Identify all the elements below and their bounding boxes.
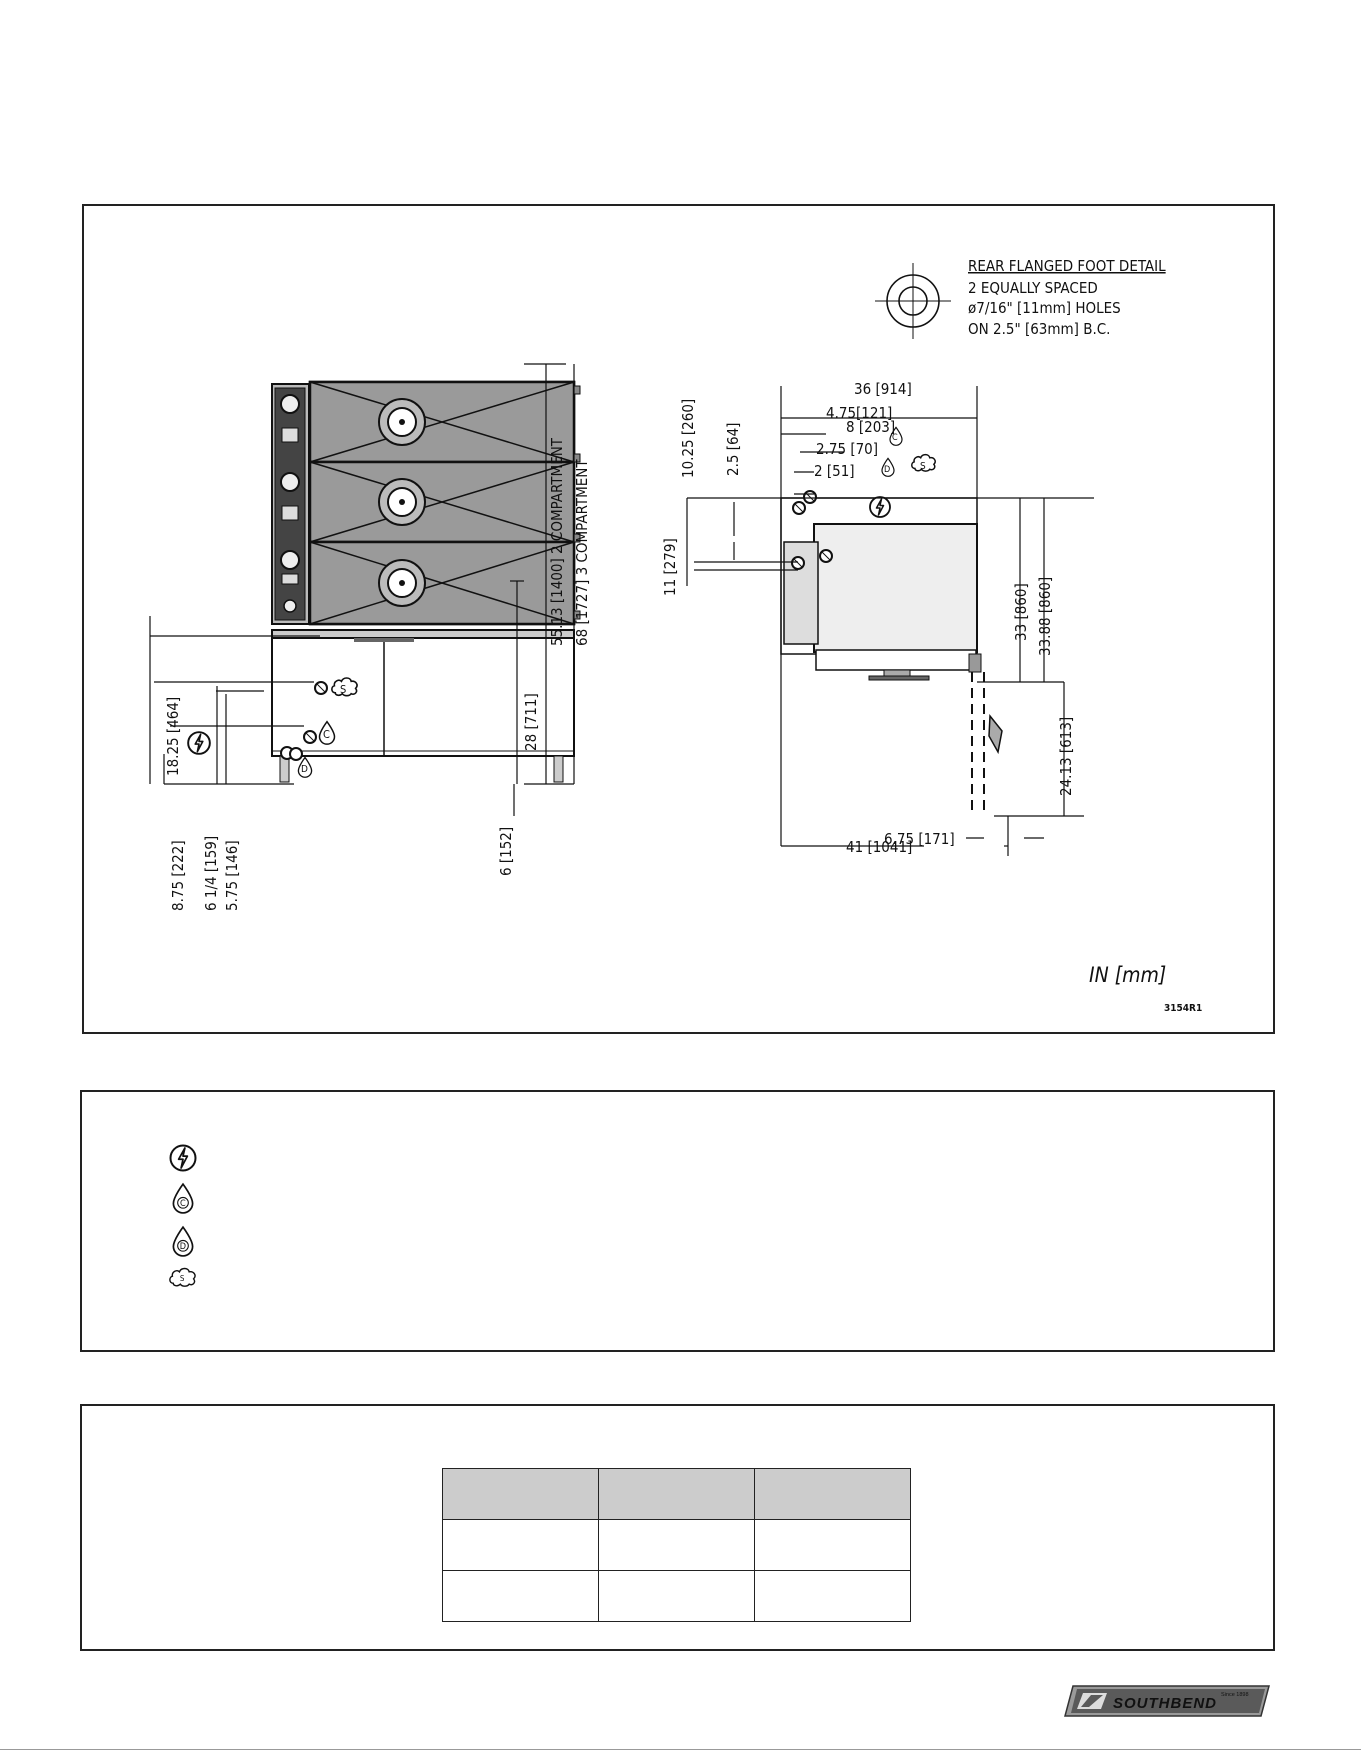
table-cell: [443, 1571, 599, 1622]
table-header-row: [443, 1469, 911, 1520]
table-header-cell: [599, 1469, 755, 1520]
dim-cold-water-offset: 4.75[121]: [826, 404, 893, 422]
dim-24-13: 24.13 [613]: [1057, 716, 1075, 796]
dim-drain-height: 5.75 [146]: [223, 840, 241, 911]
dim-height-2-comp: 55.13 [1400] 2 COMPARTMENT: [548, 437, 566, 646]
foot-detail: [875, 263, 951, 339]
front-steam-letter: S: [340, 683, 347, 696]
steam-icon: [168, 1262, 198, 1294]
legend-drain-letter: D: [179, 1242, 187, 1252]
dim-33: 33 [860]: [1012, 583, 1030, 641]
table-header-cell: [443, 1469, 599, 1520]
dim-11: 11 [279]: [661, 538, 679, 596]
table-cell: [599, 1571, 755, 1622]
drawing-number: 3154R1: [1164, 1003, 1203, 1014]
dim-width: 36 [914]: [854, 380, 912, 398]
drawing-panel: [82, 204, 1275, 1034]
electric-icon: [168, 1142, 198, 1174]
foot-detail-title: REAR FLANGED FOOT DETAIL: [968, 257, 1166, 275]
dim-elec-offset: 2 [51]: [814, 462, 855, 480]
southbend-logo: [1063, 1684, 1271, 1718]
table-cell: [755, 1571, 911, 1622]
spec-table: [442, 1468, 911, 1622]
logo-tagline: Since 1898: [1221, 1692, 1249, 1698]
foot-detail-line1: 2 EQUALLY SPACED: [968, 279, 1098, 297]
dim-height-3-comp: 68 [1727] 3 COMPARTMENT: [573, 459, 591, 646]
cold-water-icon: [168, 1182, 198, 1214]
table-header-cell: [755, 1469, 911, 1520]
dim-top-offset: 10.25 [260]: [679, 398, 697, 478]
units-label: IN [mm]: [1089, 963, 1167, 987]
dim-steam-height: 18.25 [464]: [164, 696, 182, 776]
dim-water-height: 8.75 [222]: [169, 840, 187, 911]
table-panel: [80, 1404, 1275, 1651]
dimension-drawing: [84, 206, 1273, 1032]
table-cell: [599, 1520, 755, 1571]
foot-detail-line3: ON 2.5" [63mm] B.C.: [968, 320, 1111, 338]
dim-cabinet-height: 28 [711]: [522, 693, 540, 751]
legend-panel: [80, 1090, 1275, 1352]
side-steam-letter: S: [920, 461, 926, 472]
table-cell: [443, 1520, 599, 1571]
dim-steam-offset: 8 [203]: [846, 418, 896, 436]
dim-6-75: 6.75 [171]: [884, 830, 955, 848]
foot-detail-line2: ø7/16" [11mm] HOLES: [968, 299, 1121, 317]
legend-cold-water-letter: C: [180, 1199, 186, 1209]
side-view: [781, 427, 1002, 816]
dim-elec-height: 6 1/4 [159]: [202, 835, 220, 911]
dim-33-88: 33.88 [860]: [1036, 576, 1054, 656]
legend-steam-letter: S: [179, 1274, 185, 1284]
footer-divider: [0, 1749, 1361, 1750]
dim-leg-height: 6 [152]: [497, 826, 515, 876]
side-drain-letter: D: [884, 465, 891, 475]
dim-2-5: 2.5 [64]: [724, 422, 742, 476]
dim-41: 41 [1041]: [846, 838, 913, 856]
table-cell: [755, 1520, 911, 1571]
front-drain-letter: D: [301, 764, 308, 775]
drain-icon: [168, 1225, 198, 1257]
table-row: [443, 1571, 911, 1622]
table-row: [443, 1520, 911, 1571]
logo-brand: SOUTHBEND: [1113, 1695, 1218, 1712]
front-water-letter: C: [323, 728, 330, 741]
dim-drain-offset: 2.75 [70]: [816, 440, 879, 458]
side-water-letter: C: [892, 433, 898, 443]
